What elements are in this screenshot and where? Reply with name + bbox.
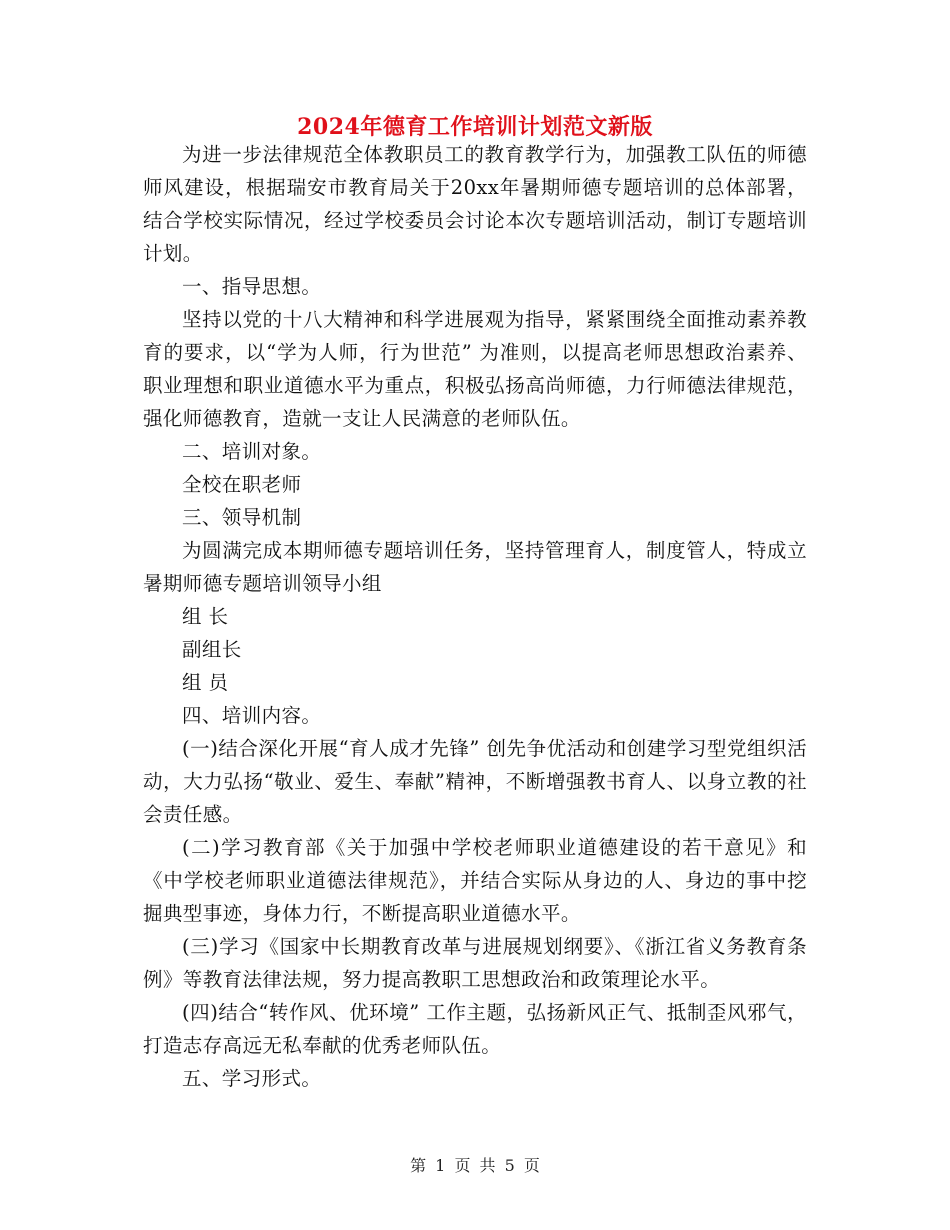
heading-study-format: 五、学习形式。 (182, 1067, 322, 1090)
document-body (143, 138, 807, 1095)
paragraph-leadership: 为圆满完成本期师德专题培训任务，坚持管理育人，制度管人，特成立暑期师德专题培训领导小组 (143, 539, 807, 595)
paragraph-content-2: (二)学习教育部《关于加强中学校老师职业道德建设的若干意见》和《中学校老师职业道德法律规范》，并结合实际从身边的人、身边的事中挖掘典型事迹，身体力行，不断提高职业道德水平。 (143, 836, 807, 925)
paragraph-training-target: 全校在职老师 (182, 473, 302, 496)
paragraph-guiding-ideology: 坚持以党的十八大精神和科学进展观为指导，紧紧围绕全面推动素养教育的要求，以“学为人师，行为世范” 为准则，以提高老师思想政治素养、职业理想和职业道德水平为重点，积极弘扬高尚师德，力行师德法律规范，强化师德教育，造就一支让人民满意的老师队伍。 (143, 308, 807, 430)
heading-training-content: 四、培训内容。 (182, 704, 322, 727)
heading-leadership: 三、领导机制 (182, 506, 302, 529)
heading-training-target: 二、培训对象。 (182, 440, 322, 463)
paragraph-content-1: (一)结合深化开展“育人成才先锋” 创先争优活动和创建学习型党组织活动，大力弘扬“敬业、爱生、奉献”精神，不断增强教书育人、以身立教的社会责任感。 (143, 737, 807, 826)
role-member: 组 员 (182, 671, 229, 694)
role-leader: 组 长 (182, 605, 229, 628)
paragraph-intro: 为进一步法律规范全体教职员工的教育教学行为，加强教工队伍的师德师风建设，根据瑞安市教育局关于20xx年暑期师德专题培训的总体部署，结合学校实际情况，经过学校委员会讨论本次专题培训活动，制订专题培训计划。 (143, 143, 807, 265)
role-deputy-leader: 副组长 (182, 638, 242, 661)
document-title: 2024年德育工作培训计划范文新版 (297, 114, 653, 140)
page-footer: 第 1 页 共 5 页 (410, 1156, 540, 1175)
paragraph-content-3: (三)学习《国家中长期教育改革与进展规划纲要》、《浙江省义务教育条例》等教育法律法规，努力提高教职工思想政治和政策理论水平。 (143, 935, 807, 991)
heading-guiding-ideology: 一、指导思想。 (182, 275, 322, 298)
paragraph-content-4: (四)结合“转作风、优环境” 工作主题，弘扬新风正气、抵制歪风邪气，打造志存高远无私奉献的优秀老师队伍。 (143, 1001, 807, 1057)
